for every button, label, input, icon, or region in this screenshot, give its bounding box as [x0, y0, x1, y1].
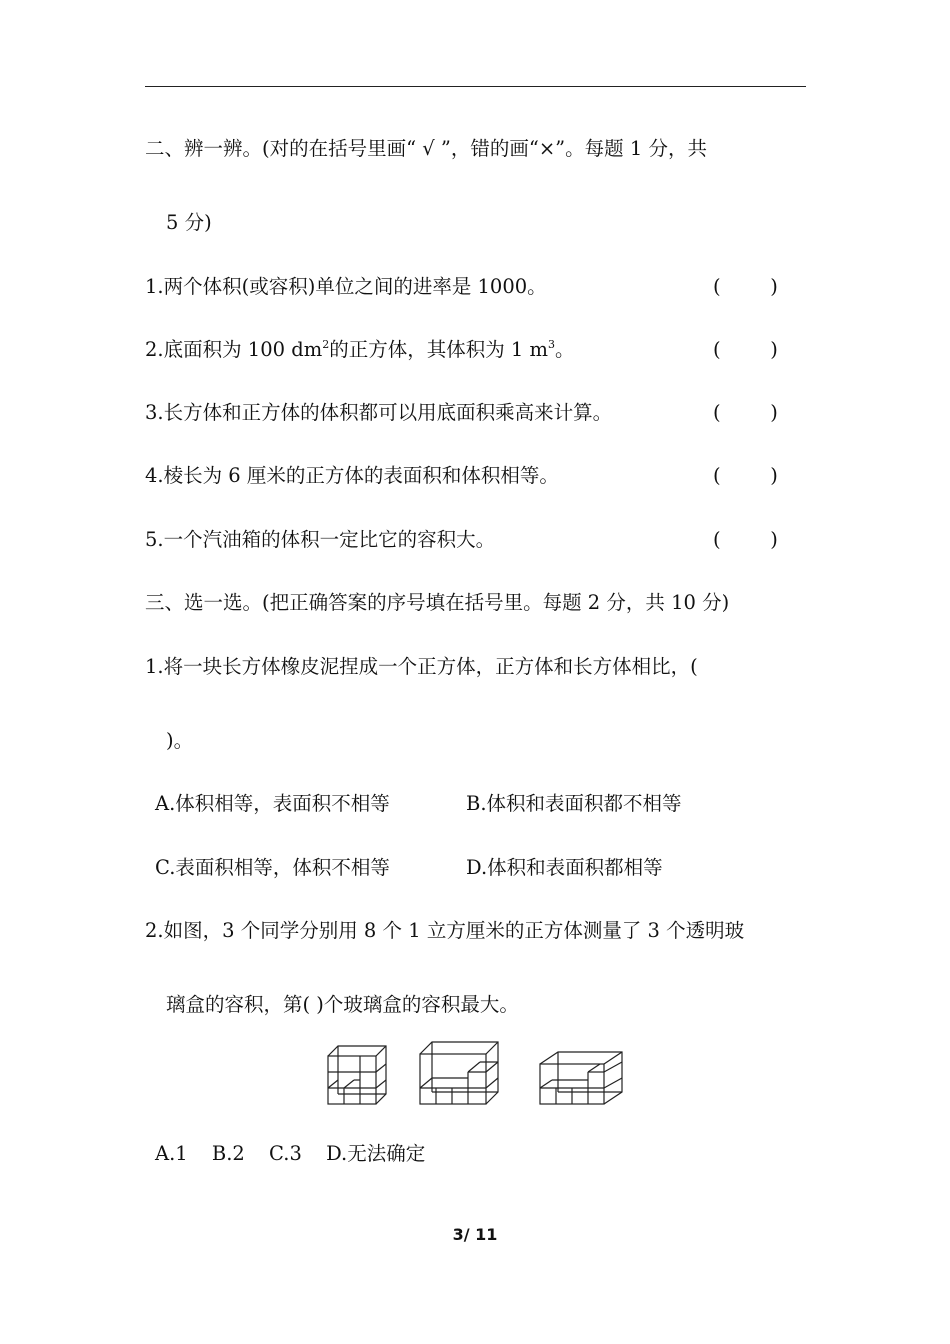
glass-box-2 — [420, 1042, 498, 1104]
item-4-text: 4.棱长为 6 厘米的正方体的表面积和体积相等。 — [145, 464, 559, 487]
q1-option-c: C.表面积相等，体积不相等 — [155, 856, 390, 879]
section2-heading-line2: 5 分) — [166, 211, 212, 234]
item-3-text: 3.长方体和正方体的体积都可以用底面积乘高来计算。 — [145, 401, 613, 424]
q2-options — [155, 1141, 443, 1167]
item-1-answer-paren[interactable]: ( ) — [713, 275, 778, 298]
item-5-text: 5.一个汽油箱的体积一定比它的容积大。 — [145, 528, 496, 551]
q2-option-b: B.2 — [211, 1142, 245, 1165]
q1-option-d: D.体积和表面积都相等 — [466, 856, 663, 879]
section2-heading-line1: 二、辨一辨。(对的在括号里画“ √ ”，错的画“×”。每题 1 分，共 — [145, 137, 707, 160]
q2-option-c: C.3 — [269, 1142, 302, 1165]
glass-box-1 — [328, 1046, 386, 1104]
q1-option-a: A.体积相等，表面积不相等 — [155, 792, 390, 815]
item-3-answer-paren[interactable]: ( ) — [713, 401, 778, 424]
q2-line1: 2.如图，3 个同学分别用 8 个 1 立方厘米的正方体测量了 3 个透明玻 — [145, 919, 745, 942]
q2-option-d: D.无法确定 — [326, 1142, 426, 1165]
page-number: 3/ 11 — [452, 1225, 498, 1244]
glass-box-3 — [540, 1052, 622, 1104]
header-rule — [145, 86, 806, 87]
item-1-text: 1.两个体积(或容积)单位之间的进率是 1000。 — [145, 275, 547, 298]
q2-option-a: A.1 — [155, 1142, 188, 1165]
item-4-answer-paren[interactable]: ( ) — [713, 464, 778, 487]
item-2-text: 2.底面积为 100 $dm^2$的正方体，其体积为 1 $m^3$。 — [145, 338, 575, 361]
q2-line2: 璃盒的容积，第( )个玻璃盒的容积最大。 — [166, 993, 519, 1016]
q1-line1: 1.将一块长方体橡皮泥捏成一个正方体，正方体和长方体相比，( — [145, 655, 698, 678]
item-5-answer-paren[interactable]: ( ) — [713, 528, 778, 551]
item-2-answer-paren[interactable]: ( ) — [713, 338, 778, 361]
q1-line2: )。 — [166, 729, 194, 752]
section3-heading: 三、选一选。(把正确答案的序号填在括号里。每题 2 分，共 10 分) — [145, 591, 730, 614]
glass-boxes-figure — [320, 1036, 630, 1108]
q1-option-b: B.体积和表面积都不相等 — [466, 792, 682, 815]
